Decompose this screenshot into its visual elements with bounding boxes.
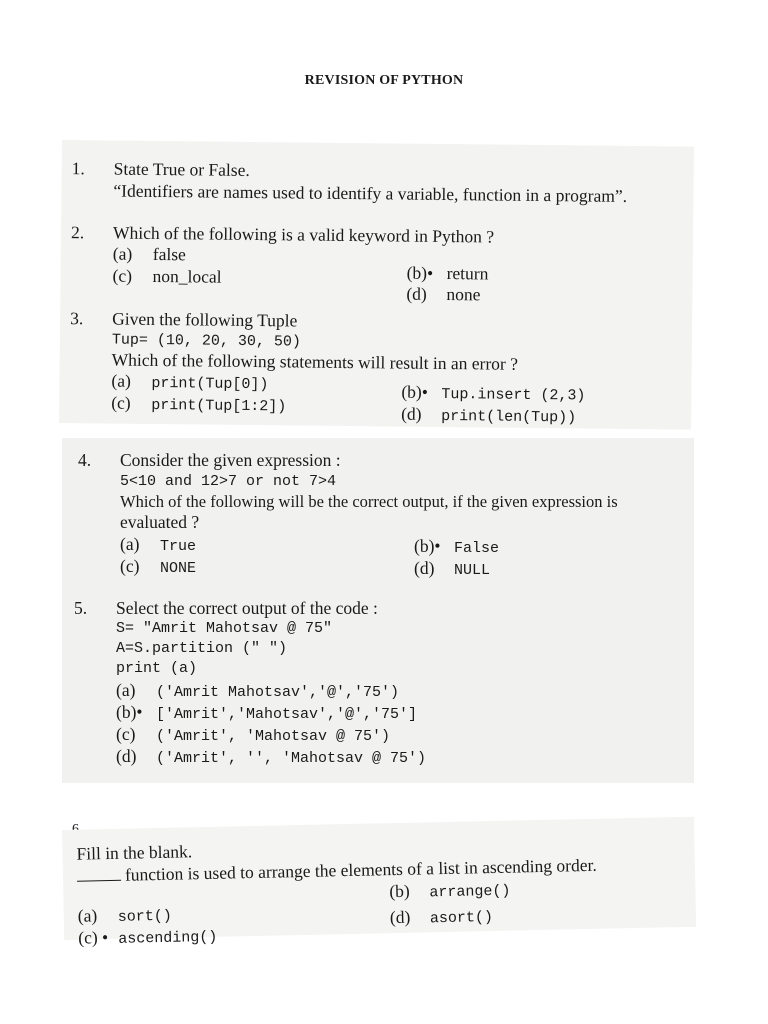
question-code: 5<10 and 12>7 or not 7>4 [120,473,337,490]
option-a: (a) print(Tup[0]) [111,370,269,394]
question-text: Which of the following statements will result in an error ? [111,349,519,374]
question-code: Tup= (10, 20, 30, 50) [111,331,302,351]
option-d: (d) ('Amrit', '', 'Mahotsav @ 75') [116,746,427,767]
question-number: 4. [78,450,92,470]
answer-blank [77,866,121,882]
option-d: (d) none [406,283,481,305]
option-a: (a) sort() [77,905,173,926]
option-d: (d) print(len(Tup)) [401,403,577,427]
option-b: (b)• False [414,536,500,557]
option-c: (c) non_local [112,265,222,287]
option-b: (b)• ['Amrit','Mahotsav','@','75'] [116,702,418,723]
question-number: 5. [74,598,88,618]
question-number: 3. [70,308,84,329]
question-text-with-blank: function is used to arrange the elements of a list in ascending order. [77,855,597,887]
option-b: (b) arrange() [389,880,511,902]
question-text: Consider the given expression : [120,450,341,470]
question-text: evaluated ? [120,512,200,532]
option-c: (c) ('Amrit', 'Mahotsav @ 75') [116,724,391,745]
question-code: print (a) [116,660,198,677]
scanned-region-2 [62,438,694,783]
question-code: S= "Amrit Mahotsav @ 75" [116,620,333,637]
question-text: Select the correct output of the code : [116,598,378,618]
option-c: (c) print(Tup[1:2]) [111,392,287,416]
question-number: 2. [70,222,85,243]
option-a: (a) ('Amrit Mahotsav','@','75') [116,680,400,701]
option-b: (b)• return [406,262,489,284]
question-code: A=S.partition (" ") [116,640,288,657]
scanned-region-3 [62,817,696,948]
question-text: Given the following Tuple [112,308,298,331]
question-text: Which of the following will be the correct output, if the given expression is [120,492,618,511]
option-a: (a) True [120,534,197,555]
option-d: (d) asort() [389,906,494,928]
question-text: Which of the following is a valid keyword in Python ? [112,222,495,247]
option-c: (c) NONE [120,556,197,577]
option-d: (d) NULL [414,558,491,579]
option-b: (b)• Tup.insert (2,3) [401,381,586,405]
question-text: Fill in the blank. [76,841,193,864]
page-title: REVISION OF PYTHON [304,73,464,88]
question-number: 1. [71,158,85,179]
question-text: State True or False. [113,158,250,180]
option-a: (a) false [112,243,186,265]
option-c: (c) • ascending() [78,927,218,948]
scanned-region-1 [59,140,694,430]
question-text: “Identifiers are names used to identify a variable, function in a program”. [113,180,628,206]
